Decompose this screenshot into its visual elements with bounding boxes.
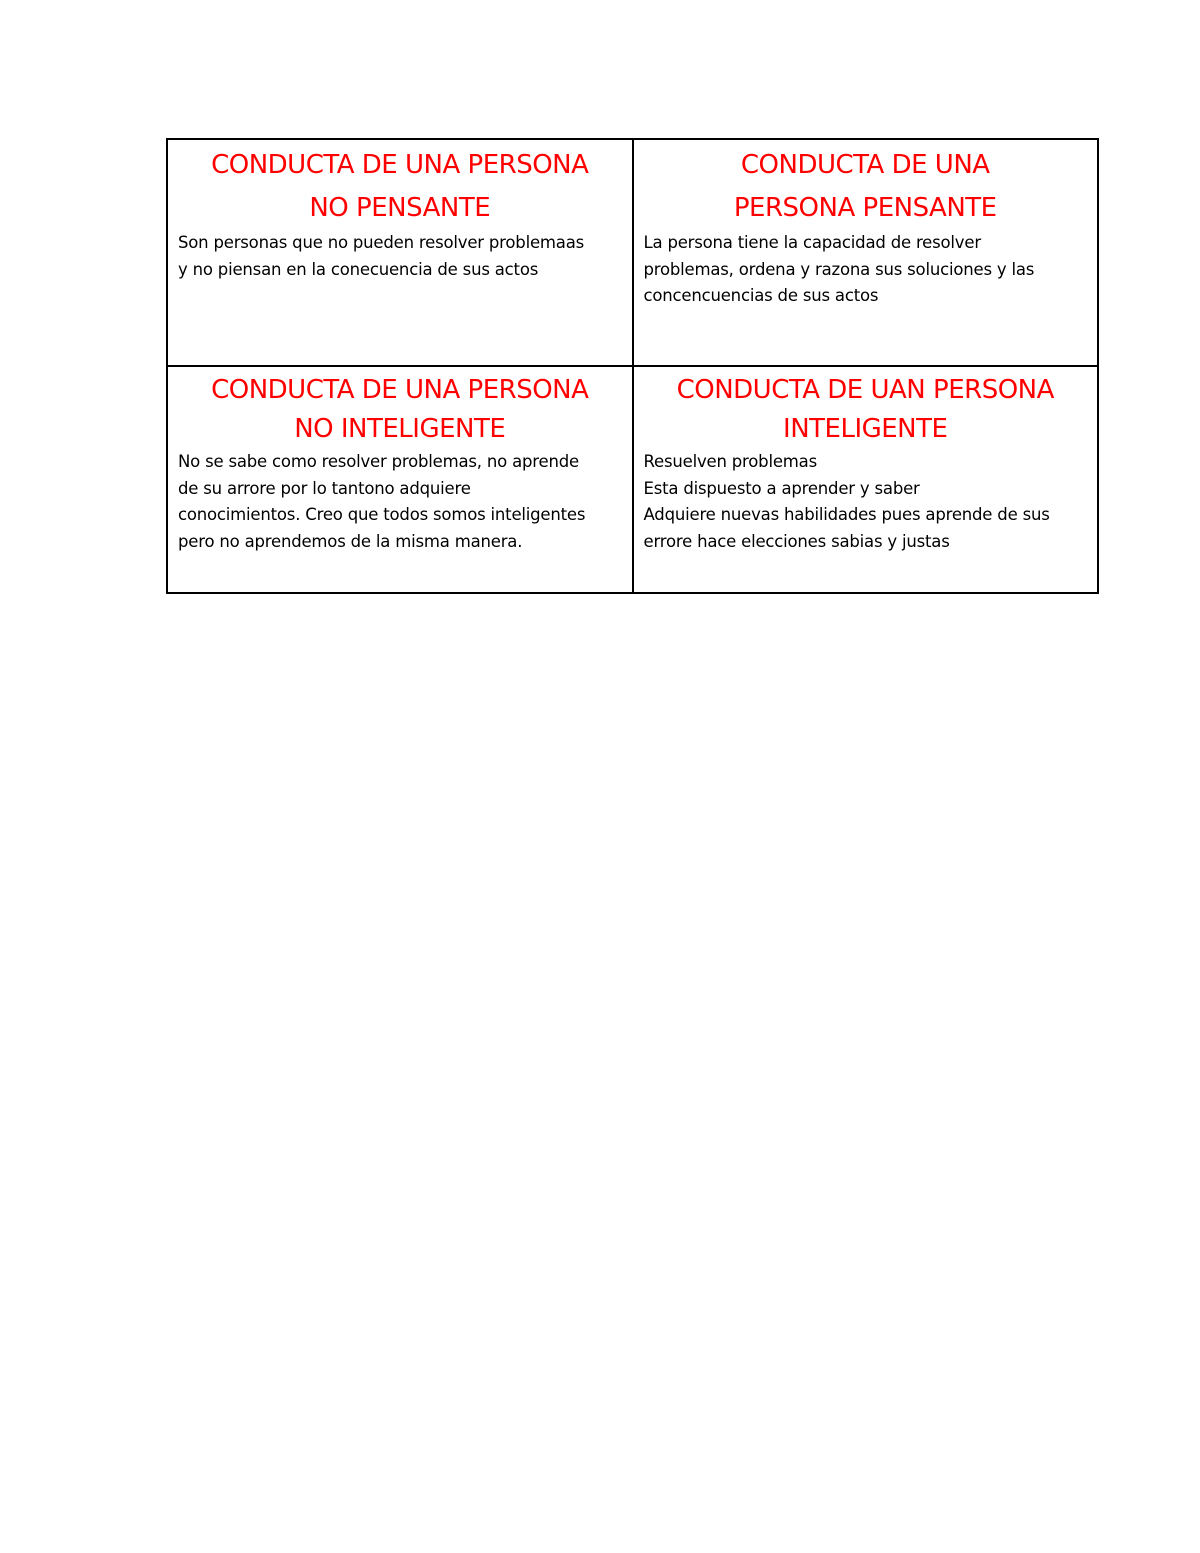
title-line: CONDUCTA DE UNA [740, 150, 990, 180]
cell-title [178, 371, 622, 449]
body-line: La persona tiene la capacidad de resolver [643, 233, 981, 252]
title-line: NO INTELIGENTE [294, 414, 506, 444]
cell-title [644, 144, 1088, 230]
cell-title [644, 371, 1088, 449]
body-line: problemas, ordena y razona sus soluciones y las [643, 259, 1035, 279]
body-line: Esta dispuesto a aprender y saber [643, 478, 920, 498]
body-line: de su arrore por lo tantono adquiere [178, 478, 471, 498]
cell-body [644, 449, 1088, 555]
cell-title [178, 144, 622, 230]
body-line: y no piensan en la conecuencia de sus actos [178, 259, 539, 279]
table-row [167, 366, 1098, 593]
title-line: PERSONA PENSANTE [733, 193, 997, 223]
body-line: pero no aprendemos de la misma manera. [178, 531, 523, 551]
title-line: CONDUCTA DE UNA PERSONA [211, 375, 589, 405]
title-line: CONDUCTA DE UNA PERSONA [211, 150, 589, 180]
body-line: Resuelven problemas [643, 452, 817, 471]
body-line: concencuencias de sus actos [643, 286, 879, 305]
title-line: NO PENSANTE [309, 193, 491, 223]
cell-no-inteligente [167, 366, 633, 593]
body-line: No se sabe como resolver problemas, no aprende [178, 452, 579, 471]
cell-no-pensante [167, 139, 633, 366]
body-line: Son personas que no pueden resolver problemaas [178, 233, 584, 252]
body-line: errore hace elecciones sabias y justas [643, 531, 950, 551]
behavior-table [166, 138, 1099, 594]
body-line: conocimientos. Creo que todos somos inteligentes [178, 505, 586, 524]
cell-pensante [633, 139, 1099, 366]
title-line: CONDUCTA DE UAN PERSONA [676, 375, 1054, 405]
table-row [167, 139, 1098, 366]
cell-body [644, 230, 1088, 310]
cell-body [178, 449, 622, 555]
cell-inteligente [633, 366, 1099, 593]
body-line: Adquiere nuevas habilidades pues aprende de sus [643, 505, 1050, 524]
title-line: INTELIGENTE [783, 414, 948, 444]
cell-body [178, 230, 622, 283]
